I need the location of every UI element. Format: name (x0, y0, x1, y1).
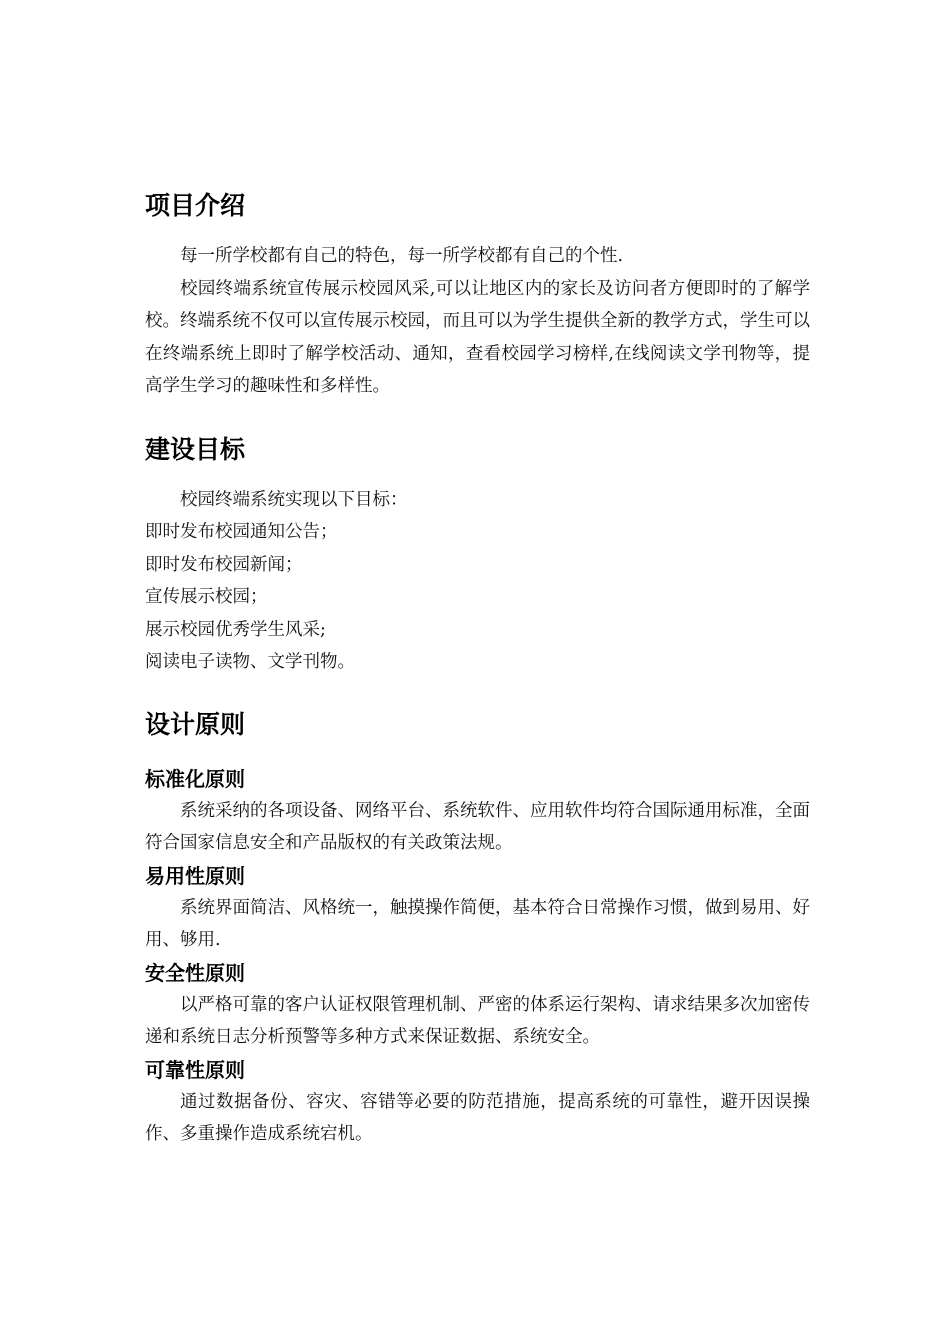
section-title-goals: 建设目标 (145, 434, 246, 464)
principle-title: 易用性原则 (145, 863, 245, 888)
goal-item: 即时发布校园新闻； (145, 554, 303, 575)
section-body-goals (145, 484, 810, 679)
principle-text: 系统界面简洁、风格统一，触摸操作简便，基本符合日常操作习惯，做到易用、好用、够用. (145, 897, 810, 950)
document-page (145, 186, 810, 1151)
goal-item: 宣传展示校园； (145, 587, 268, 607)
principle-title: 可靠性原则 (145, 1057, 245, 1082)
section-title-design: 设计原则 (145, 709, 246, 739)
principle-text: 以严格可靠的客户认证权限管理机制、严密的体系运行架构、请求结果多次加密传递和系统日志分析预警等多种方式来保证数据、系统安全。 (145, 994, 810, 1047)
intro-paragraph: 校园终端系统宣传展示校园风采,可以让地区内的家长及访问者方便即时的了解学校。终端系统不仅可以宣传展示校园，而且可以为学生提供全新的教学方式，学生可以在终端系统上即时了解学校活动、通知，查看校园学习榜样,在线阅读文学刊物等，提高学生学习的趣味性和多样性。 (145, 278, 810, 396)
section-title-intro: 项目介绍 (145, 191, 246, 220)
goals-lead: 校园终端系统实现以下目标： (180, 489, 408, 510)
principle-text: 通过数据备份、容灾、容错等必要的防范措施，提高系统的可靠性，避开因误操作、多重操作造成系统宕机。 (145, 1091, 810, 1144)
section-body-intro (145, 240, 810, 403)
principle-text: 系统采纳的各项设备、网络平台、系统软件、应用软件均符合国际通用标准，全面符合国家信息安全和产品版权的有关政策法规。 (145, 800, 810, 853)
principle-title: 标准化原则 (145, 766, 245, 791)
goal-item: 展示校园优秀学生风采; (145, 619, 326, 640)
intro-paragraph: 每一所学校都有自己的特色，每一所学校都有自己的个性. (180, 246, 624, 266)
goal-item: 阅读电子读物、文学刊物。 (145, 652, 355, 672)
principle-title: 安全性原则 (145, 960, 245, 985)
section-body-design (145, 763, 810, 1151)
goal-item: 即时发布校园通知公告； (145, 522, 338, 542)
